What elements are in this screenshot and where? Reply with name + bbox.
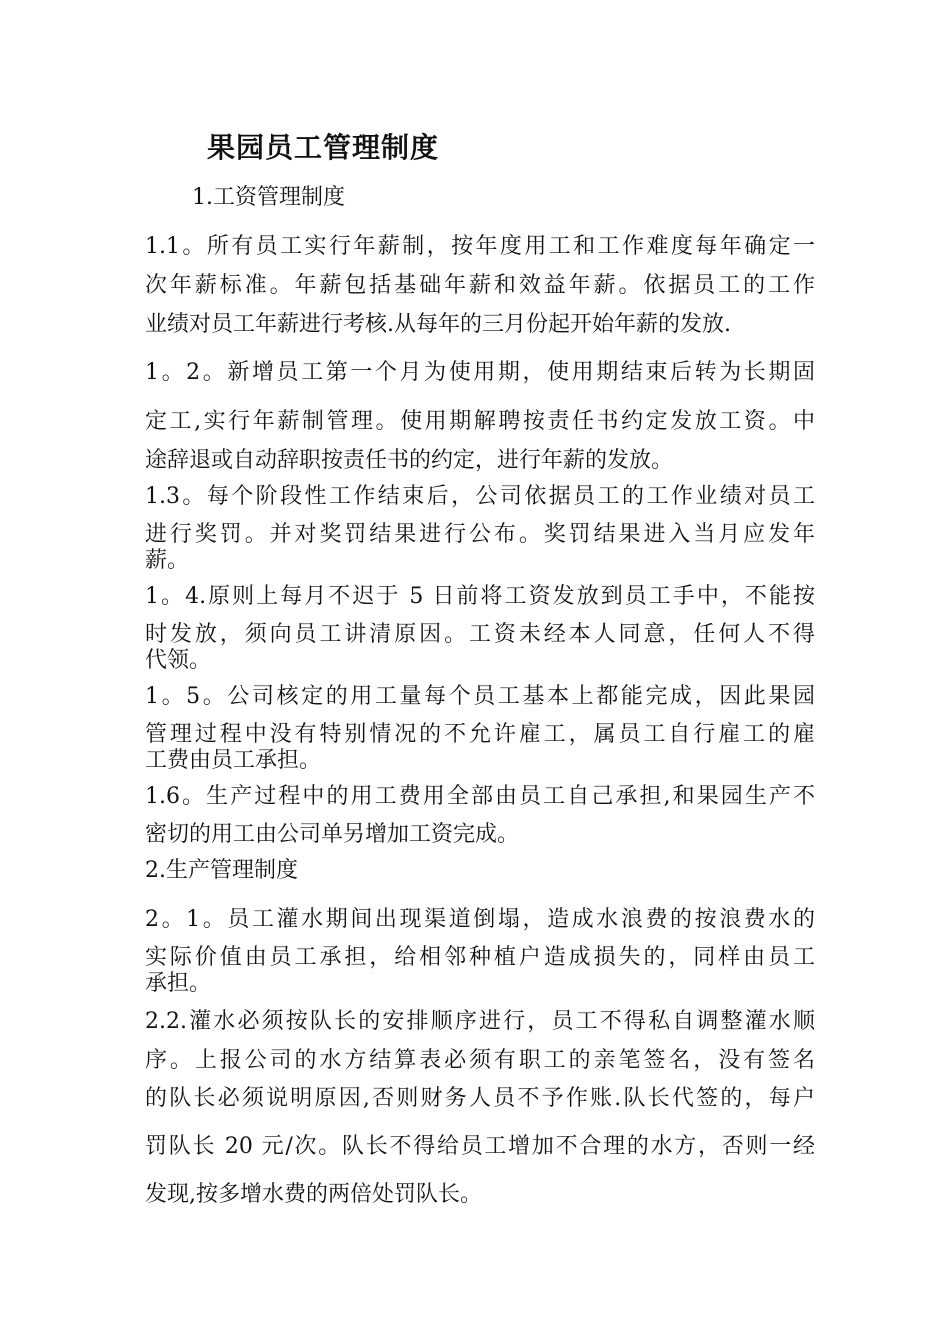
paragraph-line: 1。4.原则上每月不迟于 5 日前将工资发放到员工手中，不能按 xyxy=(145,584,815,609)
paragraph-line: 定工,实行年薪制管理。使用期解聘按责任书约定发放工资。中 xyxy=(145,409,815,434)
paragraph-line: 业绩对员工年薪进行考核.从每年的三月份起开始年薪的发放. xyxy=(145,312,731,337)
paragraph-line: 1.6。生产过程中的用工费用全部由员工自己承担,和果园生产不 xyxy=(145,784,815,809)
paragraph-line: 密切的用工由公司单另增加工资完成。 xyxy=(145,822,520,847)
document-title: 果园员工管理制度 xyxy=(207,131,440,164)
paragraph-line: 1.1。所有员工实行年薪制，按年度用工和工作难度每年确定一 xyxy=(145,234,815,259)
paragraph-line: 时发放，须向员工讲清原因。工资未经本人同意，任何人不得 xyxy=(145,622,815,647)
paragraph-line: 的队长必须说明原因,否则财务人员不予作账.队长代签的，每户 xyxy=(145,1086,815,1111)
paragraph-line: 2.2.灌水必须按队长的安排顺序进行，员工不得私自调整灌水顺 xyxy=(145,1009,815,1034)
paragraph-line: 管理过程中没有特别情况的不允许雇工，属员工自行雇工的雇 xyxy=(145,722,815,747)
paragraph-line: 序。上报公司的水方结算表必须有职工的亲笔签名，没有签名 xyxy=(145,1048,815,1073)
paragraph-line: 薪。 xyxy=(145,548,190,573)
paragraph-line: 罚队长 20 元/次。队长不得给员工增加不合理的水方，否则一经 xyxy=(145,1134,815,1159)
paragraph-line: 代领。 xyxy=(145,648,212,673)
paragraph-line: 1.3。每个阶段性工作结束后，公司依据员工的工作业绩对员工 xyxy=(145,484,815,509)
paragraph-line: 1。5。公司核定的用工量每个员工基本上都能完成，因此果园 xyxy=(145,684,815,709)
paragraph-line: 承担。 xyxy=(145,971,212,996)
paragraph-line: 进行奖罚。并对奖罚结果进行公布。奖罚结果进入当月应发年 xyxy=(145,522,815,547)
section-heading-production: 2.生产管理制度 xyxy=(145,858,298,883)
paragraph-line: 工费由员工承担。 xyxy=(145,748,322,773)
section-heading-wage: 1.工资管理制度 xyxy=(192,185,345,210)
paragraph-line: 实际价值由员工承担，给相邻种植户造成损失的，同样由员工 xyxy=(145,945,815,970)
paragraph-line: 发现,按多增水费的两倍处罚队长。 xyxy=(145,1182,482,1207)
paragraph-line: 1。2。新增员工第一个月为使用期，使用期结束后转为长期固 xyxy=(145,360,815,385)
paragraph-line: 2。1。员工灌水期间出现渠道倒塌，造成水浪费的按浪费水的 xyxy=(145,907,815,932)
paragraph-line: 途辞退或自动辞职按责任书的约定，进行年薪的发放。 xyxy=(145,448,674,473)
paragraph-line: 次年薪标准。年薪包括基础年薪和效益年薪。依据员工的工作 xyxy=(145,273,815,298)
